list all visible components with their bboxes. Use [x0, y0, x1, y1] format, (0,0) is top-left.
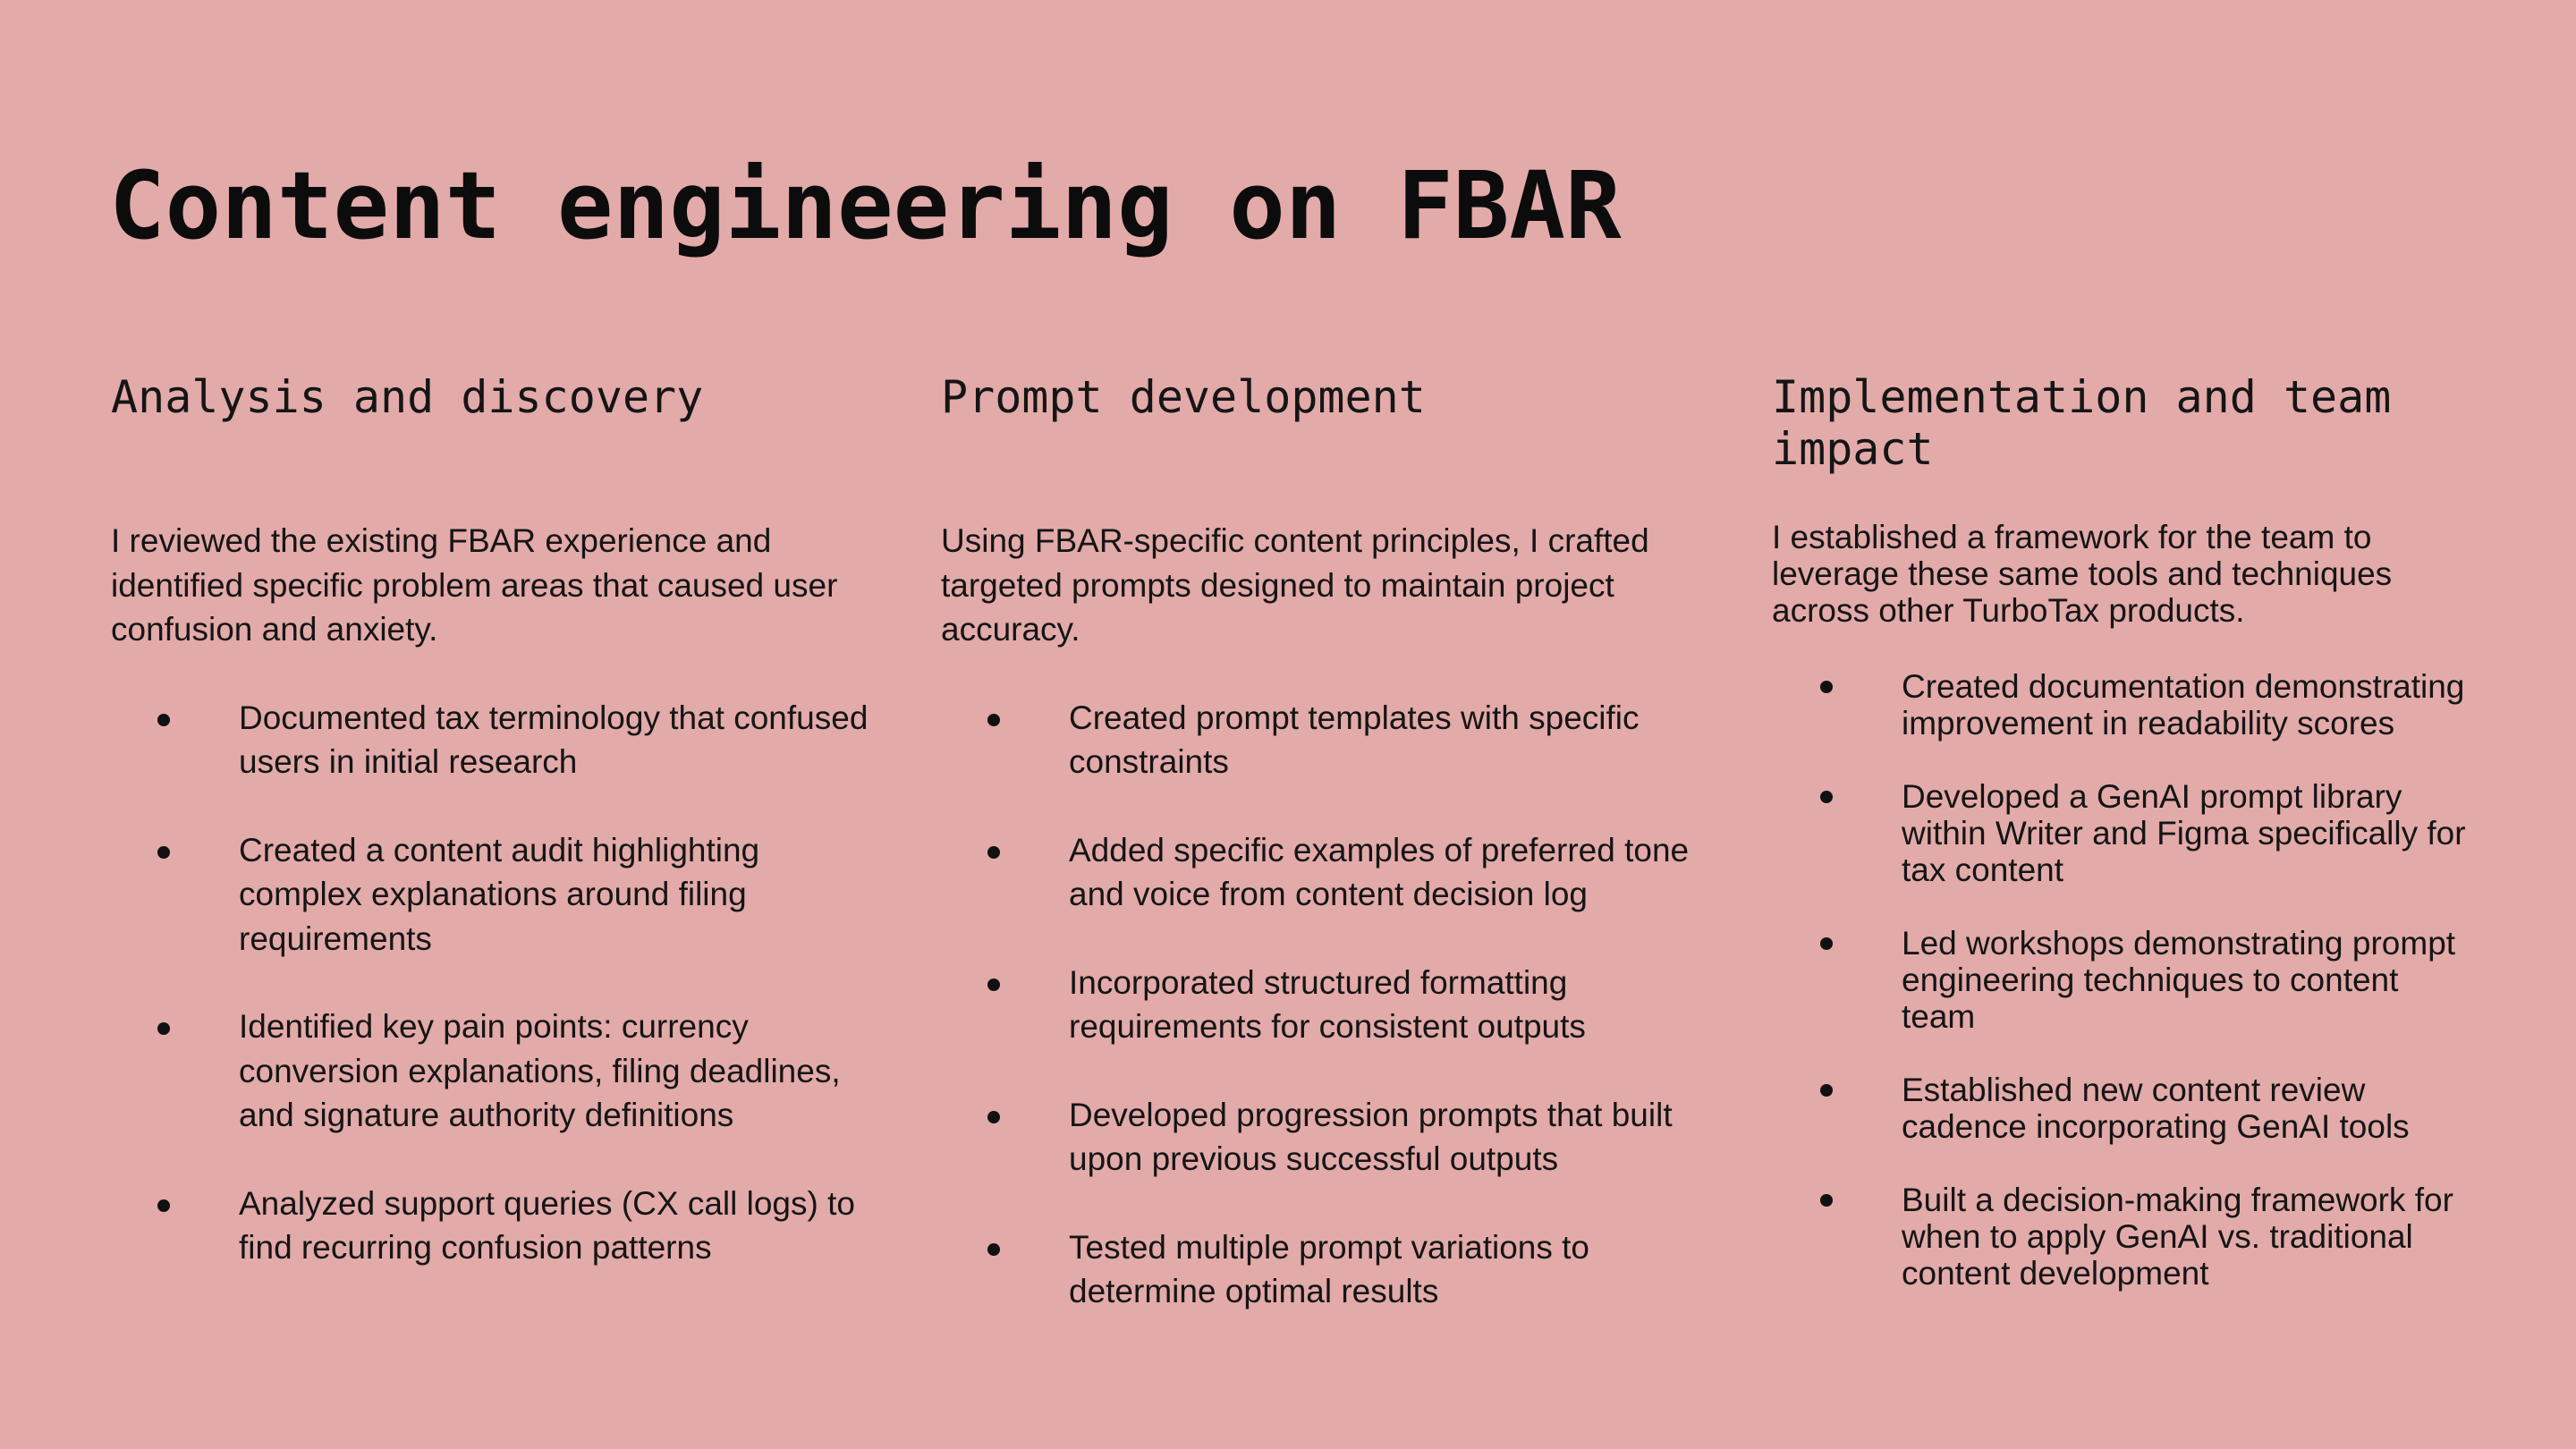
list-item — [941, 828, 1719, 917]
bullet-icon — [157, 846, 170, 859]
bullet-text: Established new content review cadence incorporating GenAI tools — [1902, 1072, 2410, 1145]
bullet-icon — [1820, 1194, 1833, 1207]
bullet-text: Built a decision-making framework for when to apply GenAI vs. traditional content development — [1902, 1182, 2453, 1292]
column-intro: I established a framework for the team to leverage these same tools and techniques across other TurboTax products. — [1772, 519, 2393, 629]
column-heading: Analysis and discovery — [111, 371, 704, 423]
bullet-text: Created documentation demonstrating improvement in readability scores — [1902, 668, 2465, 741]
bullet-icon — [987, 1243, 1000, 1256]
list-item — [1772, 1072, 2470, 1145]
column-intro: I reviewed the existing FBAR experience and identified specific problem areas that caused user confusion and anxiety. — [111, 522, 838, 648]
bullet-text: Identified key pain points: currency conversion explanations, filing deadlines, and signature authority definitions — [239, 1008, 841, 1133]
bullet-list — [941, 696, 1719, 1314]
bullet-icon — [157, 1199, 170, 1212]
column-analysis-and-discovery — [111, 371, 889, 1314]
bullet-text: Analyzed support queries (CX call logs) to find recurring confusion patterns — [239, 1184, 855, 1266]
bullet-text: Created prompt templates with specific constraints — [1069, 699, 1640, 780]
bullet-text: Documented tax terminology that confused users in initial research — [239, 699, 869, 780]
bullet-text: Created a content audit highlighting complex explanations around filing requirements — [239, 831, 760, 957]
list-item — [111, 696, 889, 784]
list-item — [111, 1004, 889, 1138]
list-item — [941, 1225, 1719, 1314]
column-heading: Implementation and team impact — [1772, 371, 2392, 475]
bullet-icon — [987, 846, 1000, 859]
bullet-text: Developed a GenAI prompt library within Writer and Figma specifically for tax content — [1902, 778, 2466, 888]
bullet-icon — [1820, 791, 1833, 803]
bullet-icon — [1820, 1084, 1833, 1097]
list-item — [941, 1093, 1719, 1182]
bullet-icon — [157, 1022, 170, 1035]
list-item — [1772, 1182, 2470, 1292]
column-heading: Prompt development — [941, 371, 1426, 423]
list-item — [111, 828, 889, 962]
bullet-icon — [157, 714, 170, 726]
column-prompt-development — [941, 371, 1719, 1358]
bullet-text: Led workshops demonstrating prompt engineering techniques to content team — [1902, 925, 2456, 1035]
list-item — [941, 696, 1719, 784]
bullet-icon — [987, 714, 1000, 726]
column-intro: Using FBAR-specific content principles, I crafted targeted prompts designed to maintain project accuracy. — [941, 522, 1649, 648]
bullet-icon — [1820, 937, 1833, 950]
bullet-list — [111, 696, 889, 1270]
list-item — [1772, 925, 2470, 1035]
bullet-list — [1772, 668, 2470, 1292]
list-item — [1772, 778, 2470, 888]
bullet-text: Developed progression prompts that built upon previous successful outputs — [1069, 1096, 1673, 1177]
bullet-icon — [987, 979, 1000, 991]
list-item — [941, 961, 1719, 1049]
bullet-icon — [987, 1111, 1000, 1123]
bullet-icon — [1820, 681, 1833, 693]
list-item — [1772, 668, 2470, 741]
list-item — [111, 1182, 889, 1270]
bullet-text: Added specific examples of preferred tone and voice from content decision log — [1069, 831, 1690, 912]
bullet-text: Tested multiple prompt variations to determine optimal results — [1069, 1228, 1589, 1309]
column-implementation-and-team-impact — [1772, 371, 2470, 1328]
slide-title: Content engineering on FBAR — [109, 151, 1622, 260]
bullet-text: Incorporated structured formatting requirements for consistent outputs — [1069, 963, 1586, 1045]
